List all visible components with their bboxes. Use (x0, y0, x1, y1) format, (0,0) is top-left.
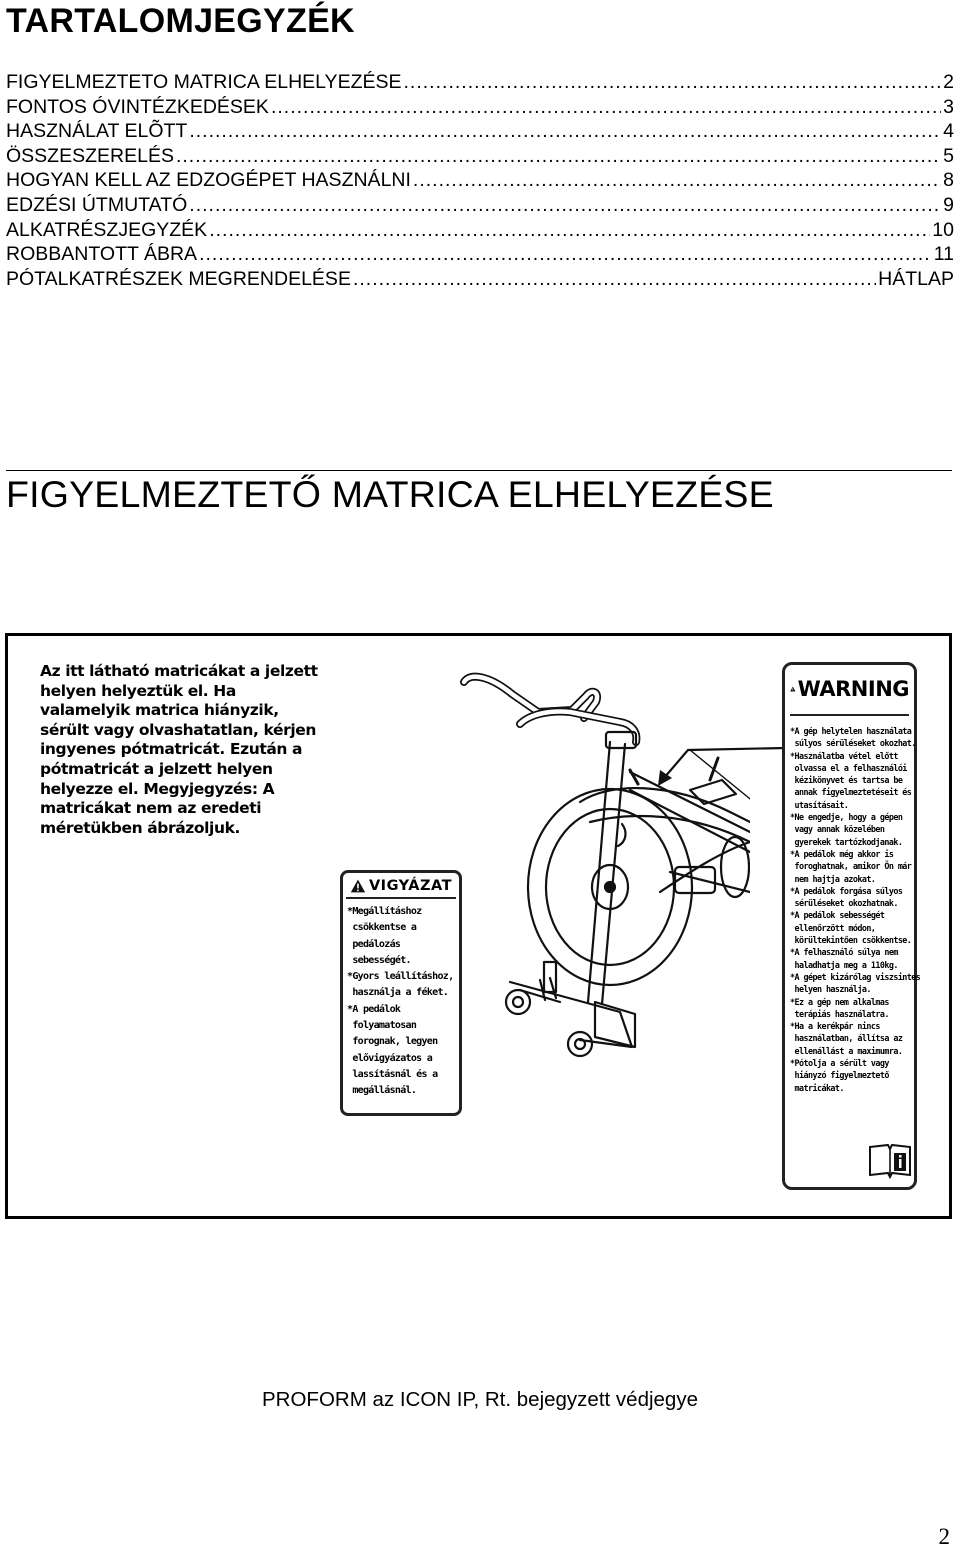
toc-entry-label: EDZÉSI ÚTMUTATÓ (6, 193, 188, 216)
warning-triangle-icon (790, 675, 796, 703)
toc-entry-page: 8 (943, 169, 954, 192)
toc-entry[interactable] (6, 218, 954, 243)
toc-entry-page: 11 (933, 243, 954, 266)
warning-heading: WARNING (797, 677, 909, 701)
toc-leader-dots (271, 95, 941, 120)
toc-entry-label: FIGYELMEZTETO MATRICA ELHELYEZÉSE (6, 71, 402, 93)
warning-text: *A gép helytelen használata súlyos sérüléseket okozhat. *Használatba vétel előtt olvassa el a felhasználói kézikönyvet és tartsa be annak figyelmeztetéseit és utasításait. *Ne engedje, hogy a gépen vagy annak közelében gyerekek tartózkodjanak. *A pedálok még akkor is foroghatnak, amikor Ön már nem hajtja azokat. *A pedálok forgása súlyos sérüléseket okozhatnak. *A pedálok sebességét ellenőrzött módon, körültekintően csökkentse. *A felhasználó súlya nem haladhatja meg a 110kg. *A gépet kizárólag viszsintes helyen használja. *Ez a gép nem alkalmas terápiás használatra. *Ha a kerékpár nincs használatban, állítsa az ellenállást a maximumra. *Pótolja a sérült vagy hiányzó figyelmeztető matricákat. (790, 726, 921, 1093)
section-divider (6, 470, 952, 471)
section-title: FIGYELMEZTETŐ MATRICA ELHELYEZÉSE (6, 473, 774, 515)
toc-title: TARTALOMJEGYZÉK (6, 2, 355, 40)
toc-entry-page: 4 (943, 120, 954, 143)
toc-entry[interactable] (6, 144, 954, 169)
toc-entry[interactable] (6, 242, 954, 267)
trademark-notice: PROFORM az ICON IP, Rt. bejegyzett védjegye (262, 1388, 698, 1411)
toc-entry-page: 5 (943, 144, 954, 167)
table-of-contents (6, 70, 954, 291)
toc-entry-page: 2 (943, 71, 954, 93)
sticker-instructions: Az itt látható matricákat a jelzett helyen helyeztük el. Ha valamelyik matrica hiányzik, sérült vagy olvashatatlan, kérjen ingyenes pótmatricát. Ezután a pótmatricát a jelzett helyen helyezze el. Megyjegyzés: A matricákat nem az eredeti méretükben ábrázoljuk. (40, 662, 318, 837)
warning-divider (790, 714, 909, 716)
warning-sticker (782, 662, 921, 1190)
placement-arrow-icon (640, 740, 790, 790)
toc-leader-dots (209, 218, 930, 243)
toc-entry-label: ÖSSZESZERELÉS (6, 144, 174, 167)
toc-leader-dots (176, 144, 941, 169)
toc-entry-label: PÓTALKATRÉSZEK MEGRENDELÉSE (6, 267, 351, 290)
toc-entry-page: 9 (943, 193, 954, 216)
toc-entry-label: HOGYAN KELL AZ EDZOGÉPET HASZNÁLNI (6, 169, 411, 192)
toc-leader-dots (199, 242, 932, 267)
caution-text: *Megállításhoz csökkentse a pedálozás sebességét. *Gyors leállításhoz, használja a féket. *A pedálok folyamatosan forognak, legyen elővigyázatos a lassításnál és a megállásnál. (347, 906, 454, 1097)
toc-entry-page: HÁTLAP (878, 267, 954, 290)
toc-leader-dots (413, 168, 941, 193)
toc-entry-label: HASZNÁLAT ELÕTT (6, 120, 188, 143)
toc-leader-dots (189, 119, 941, 144)
toc-leader-dots (189, 193, 941, 218)
page-number: 2 (938, 1524, 950, 1549)
toc-entry[interactable] (6, 95, 954, 120)
caution-sticker-header (346, 873, 456, 899)
exercise-bike-illustration (460, 662, 750, 1072)
warning-triangle-icon (350, 877, 366, 895)
caution-heading: VIGYÁZAT (368, 878, 452, 894)
toc-entry-page: 3 (943, 95, 954, 118)
toc-entry-label: ALKATRÉSZJEGYZÉK (6, 218, 208, 241)
toc-leader-dots (404, 70, 942, 95)
toc-entry[interactable] (6, 119, 954, 144)
toc-entry[interactable] (6, 70, 954, 95)
manual-info-icon (868, 1143, 912, 1179)
toc-entry[interactable] (6, 168, 954, 193)
caution-sticker (340, 870, 462, 1116)
toc-entry-label: FONTOS ÓVINTÉZKEDÉSEK (6, 95, 269, 118)
toc-entry[interactable] (6, 267, 954, 292)
warning-sticker-header (790, 670, 909, 708)
toc-leader-dots (353, 267, 876, 292)
toc-entry[interactable] (6, 193, 954, 218)
toc-entry-label: ROBBANTOTT ÁBRA (6, 243, 198, 266)
toc-entry-page: 10 (932, 218, 954, 241)
